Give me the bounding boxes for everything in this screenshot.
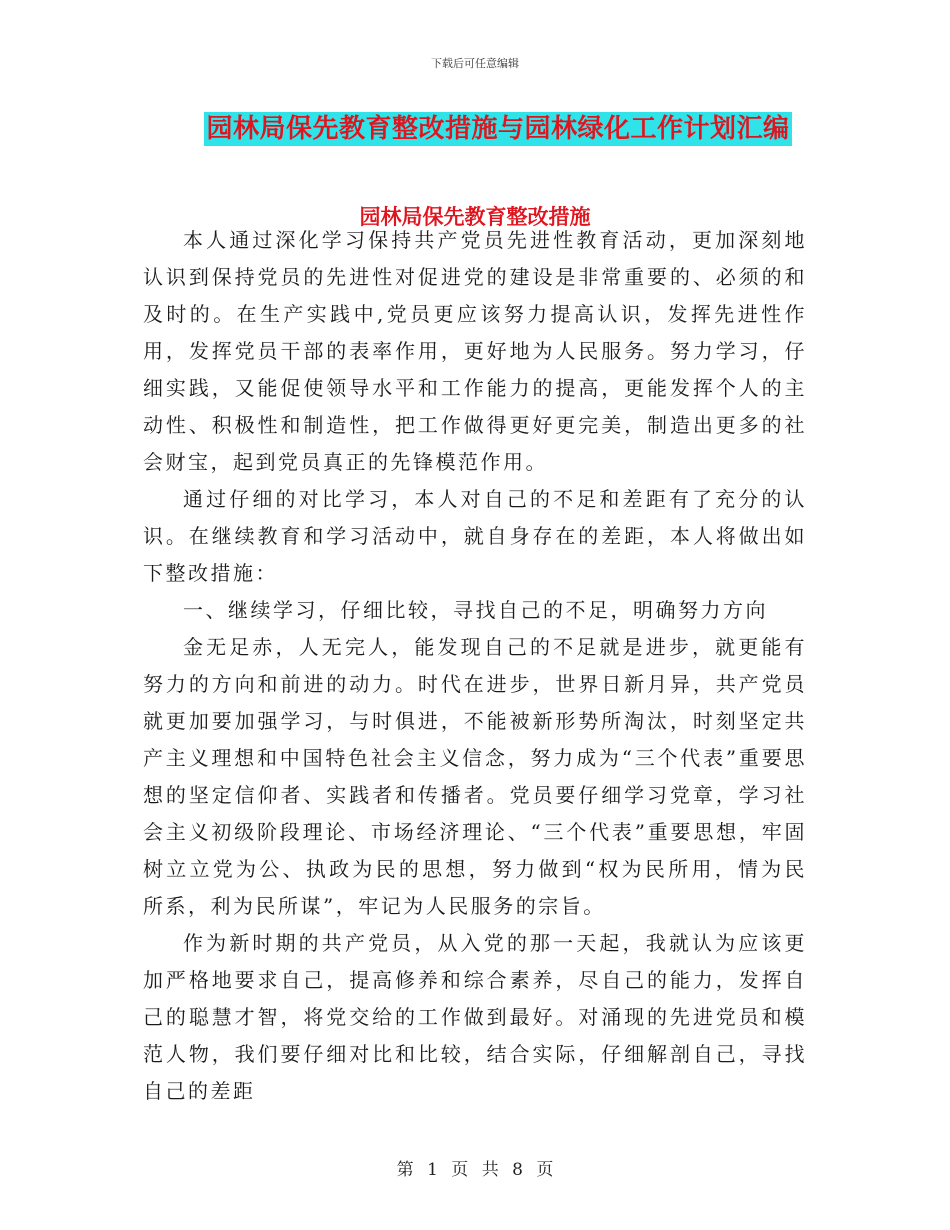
paragraph-4: 金无足赤，人无完人，能发现自己的不足就是进步，就更能有努力的方向和前进的动力。时代在进步，世界日新月异，共产党员就更加要加强学习，与时俱进，不能被新形势所淘汰，时刻坚定共产主义理想和中国特色社会主义信念，努力成为“三个代表”重要思想的坚定信仰者、实践者和传播者。党员要仔细学习党章，学习社会主义初级阶段理论、市场经济理论、“三个代表”重要思想，牢固树立立党为公、执政为民的思想，努力做到“权为民所用，情为民所系，利为民所谋”，牢记为人民服务的宗旨。 [143, 635, 807, 918]
paragraph-5: 作为新时期的共产党员，从入党的那一天起，我就认为应该更加严格地要求自己，提高修养和综合素养，尽自己的能力，发挥自己的聪慧才智，将党交给的工作做到最好。对涌现的先进党员和模范人物，我们要仔细对比和比较，结合实际，仔细解剖自己，寻找自己的差距 [143, 931, 807, 1103]
document-title: 园林局保先教育整改措施与园林绿化工作计划汇编 [206, 114, 790, 144]
paragraph-3-heading: 一、继续学习，仔细比较，寻找自己的不足，明确努力方向 [183, 598, 768, 622]
body-text [143, 222, 807, 1110]
header-note: 下载后可任意编辑 [431, 57, 519, 70]
page-number: 第 1 页 共 8 页 [396, 1160, 554, 1180]
section-title: 园林局保先教育整改措施 [359, 204, 591, 229]
document-title-container [0, 112, 950, 146]
paragraph-2: 通过仔细的对比学习，本人对自己的不足和差距有了充分的认识。在继续教育和学习活动中，就自身存在的差距，本人将做出如下整改措施： [143, 487, 807, 585]
paragraph-1: 本人通过深化学习保持共产党员先进性教育活动，更加深刻地认识到保持党员的先进性对促进党的建设是非常重要的、必须的和及时的。在生产实践中,党员更应该努力提高认识，发挥先进性作用，发挥党员干部的表率作用，更好地为人民服务。努力学习，仔细实践，又能促使领导水平和工作能力的提高，更能发挥个人的主动性、积极性和制造性，把工作做得更好更完美，制造出更多的社会财宝，起到党员真正的先锋模范作用。 [143, 228, 807, 474]
